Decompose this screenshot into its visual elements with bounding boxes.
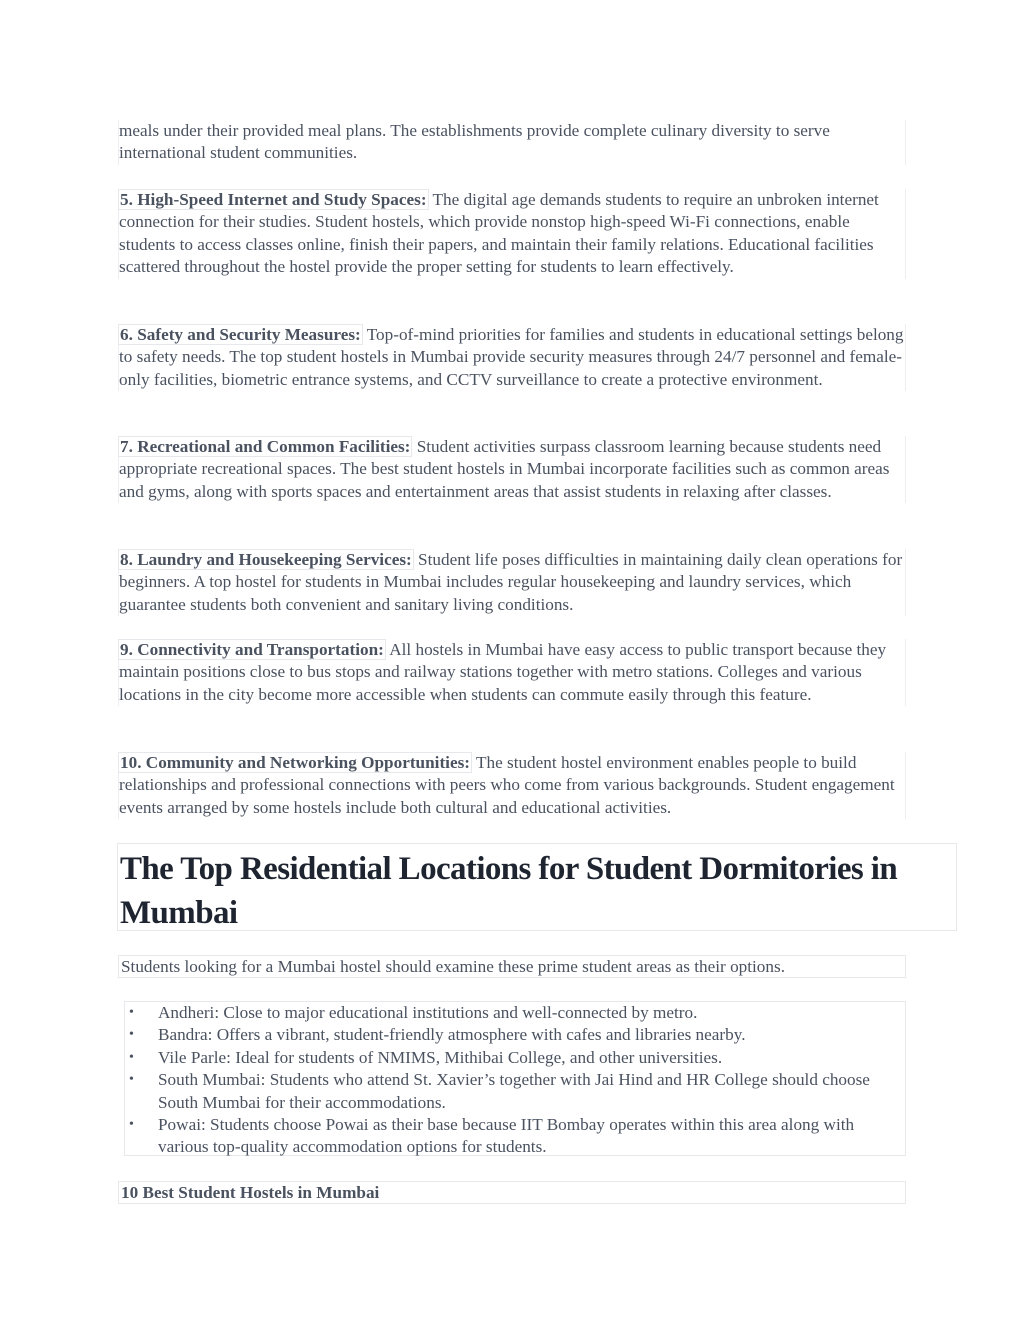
hostels-heading: 10 Best Student Hostels in Mumbai [118,1181,906,1204]
feature-6 [118,324,906,391]
list-item: • Bandra: Offers a vibrant, student-friendly atmosphere with cafes and libraries nearby. [125,1024,905,1046]
feature-text: Student life poses difficulties in maintaining daily clean operations for beginners. A top hostel for students in Mumbai includes regular housekeeping and laundry services, which guarantee students both convenient and sanitary living conditions. [119,550,903,614]
feature-text: Top-of-mind priorities for families and students in educational settings belong to safety needs. The top student hostels in Mumbai provide security measures through 24/7 personnel and female-only facilities, biometric entrance systems, and CCTV surveillance to create a protective environment. [119,325,904,389]
bullet-icon: • [129,1005,134,1020]
list-item: • South Mumbai: Students who attend St. Xavier’s together with Jai Hind and HR College should choose South Mumbai for their accommodations. [129,1070,870,1112]
bullet-icon: • [129,1049,134,1065]
feature-title: 8. Laundry and Housekeeping Services: [120,550,412,569]
bullet-icon: • [129,1072,134,1088]
feature-text: The digital age demands students to require an unbroken internet connection for their studies. Student hostels, which provide nonstop high-speed Wi-Fi connections, enable students to access classes online, finish their papers, and maintain their family relations. Educational facilities scattered throughout the hostel provide the proper setting for students to learn effectively. [119,190,879,277]
feature-10 [118,752,906,819]
feature-title: 7. Recreational and Common Facilities: [120,437,411,456]
feature-text: The student hostel environment enables people to build relationships and professional connections with peers who come from various backgrounds. Student engagement events arranged by some hostels include both cultural and educational activities. [119,753,895,817]
feature-text: Student activities surpass classroom learning because students need appropriate recreational spaces. The best student hostels in Mumbai incorporate facilities such as common areas and gyms, along with sports spaces and entertainment areas that assist students in relaxing after classes. [119,437,890,501]
feature-5 [118,189,906,279]
locations-list-box [124,1001,906,1156]
feature-8 [118,549,906,616]
list-item: • Vile Parle: Ideal for students of NMIMS, Mithibai College, and other universities. [125,1047,905,1069]
feature-9 [118,639,906,706]
locations-heading: The Top Residential Locations for Student Dormitories in Mumbai [120,851,898,931]
locations-list [125,1002,905,1159]
locations-intro-text: Students looking for a Mumbai hostel should examine these prime student areas as their options. [121,957,785,976]
bullet-icon: • [129,1117,134,1133]
feature-title: 5. High-Speed Internet and Study Spaces: [120,190,427,209]
locations-intro [118,955,906,978]
intro-text: meals under their provided meal plans. The establishments provide complete culinary diversity to serve international student communities. [119,121,830,163]
feature-title: 6. Safety and Security Measures: [120,325,361,344]
feature-text: All hostels in Mumbai have easy access to public transport because they maintain positions close to bus stops and railway stations together with metro stations. Colleges and various locations in the city become more accessible when students can commute easily through this feature. [119,640,887,704]
list-item: • Powai: Students choose Powai as their base because IIT Bombay operates within this area along with various top-quality accommodation options for students. [129,1115,855,1157]
feature-title: 9. Connectivity and Transportation: [120,640,384,659]
intro-continuation [118,120,906,165]
list-item: • Andheri: Close to major educational institutions and well-connected by metro. [125,1002,905,1024]
feature-7 [118,436,906,503]
feature-title: 10. Community and Networking Opportunities: [120,753,470,772]
bullet-icon: • [129,1027,134,1043]
locations-heading-box [117,843,957,931]
